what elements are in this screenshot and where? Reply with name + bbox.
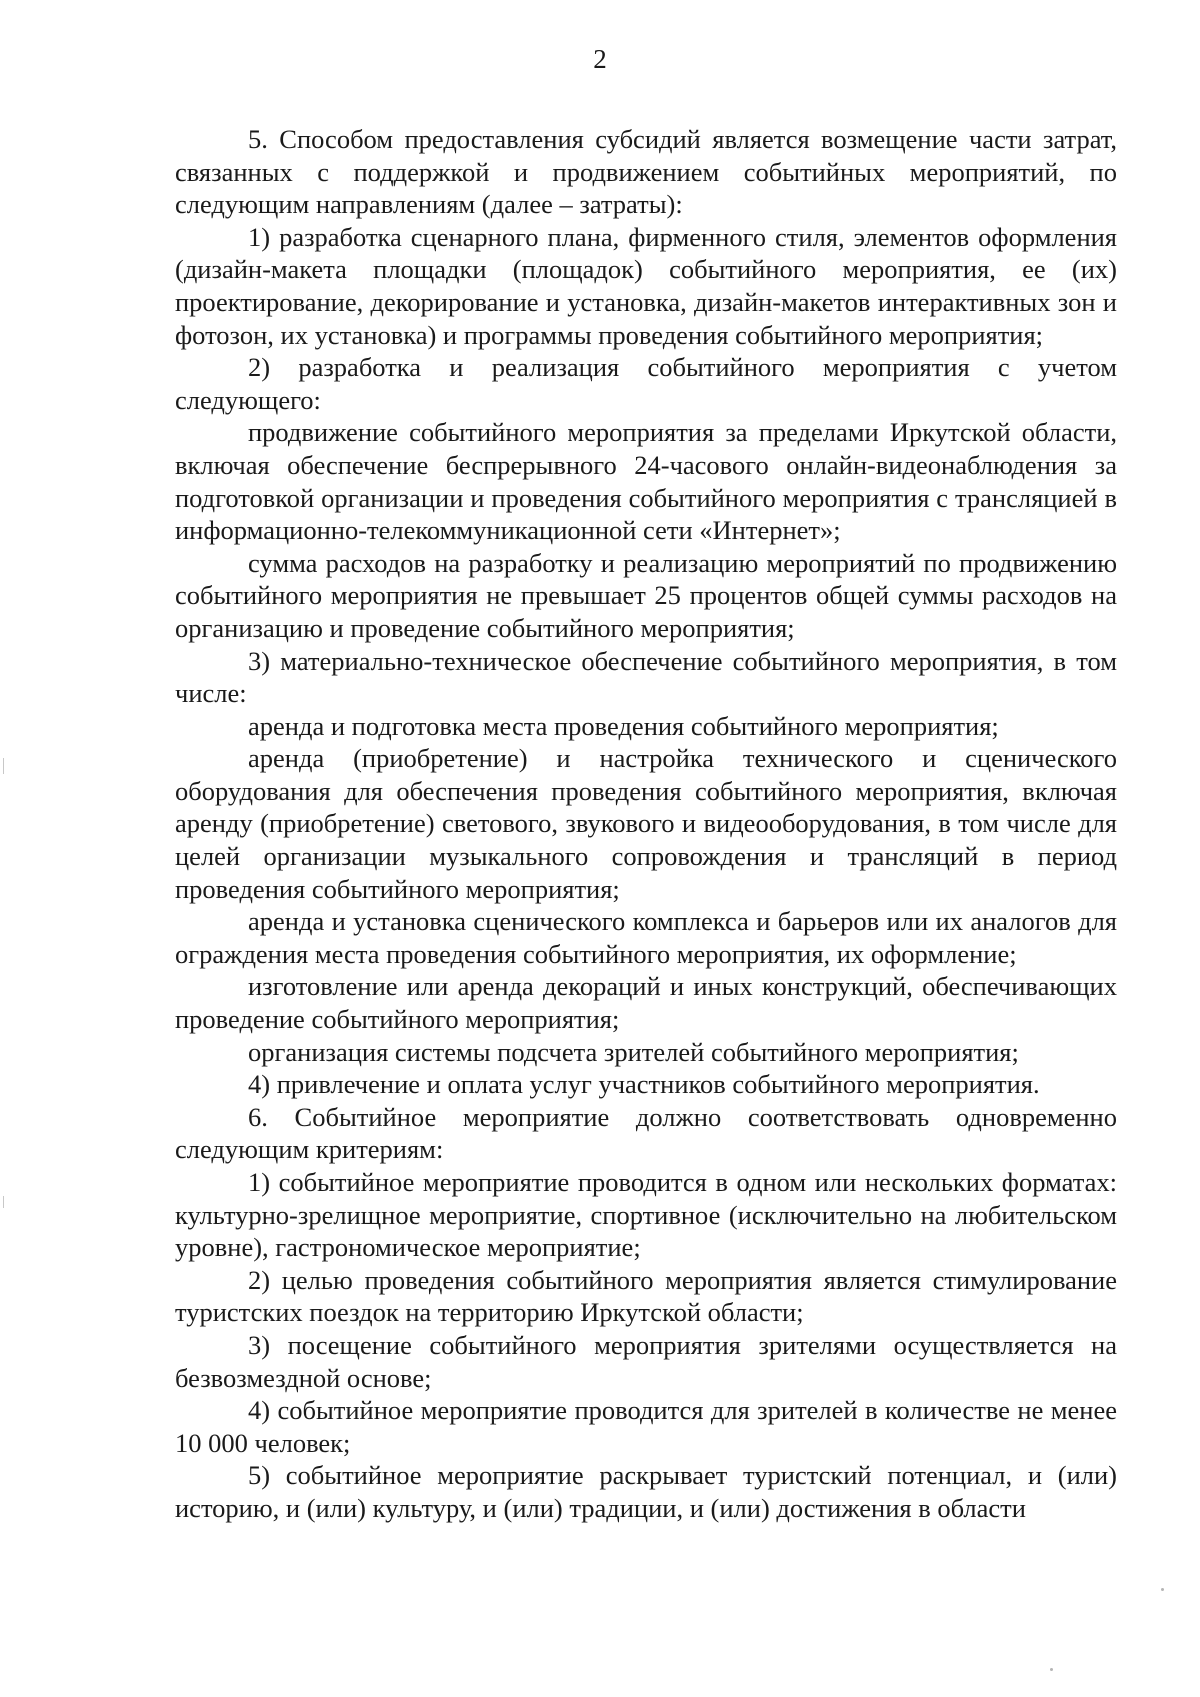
paragraph-spectator-count: организация системы подсчета зрителей событийного мероприятия; <box>248 1036 1019 1067</box>
paragraph-decorations: изготовление или аренда декораций и иных конструкций, обеспечивающих проведение событийного мероприятия; <box>175 971 1117 1035</box>
scan-dust-mark <box>1161 1588 1164 1591</box>
paragraph-stage-barriers: аренда и установка сценического комплекса и барьеров или их аналогов для ограждения места проведения событийного мероприятия, их оформление; <box>175 906 1117 969</box>
paragraph-criterion-3: 3) посещение событийного мероприятия зрителями осуществляется на безвозмездной основе; <box>175 1329 1117 1393</box>
scan-edge-mark <box>3 758 4 774</box>
paragraph-clause-6: 6. Событийное мероприятие должно соответствовать одновременно следующим критериям: <box>175 1101 1117 1165</box>
paragraph-criterion-1: 1) событийное мероприятие проводится в одном или нескольких форматах: культурно-зрелищное мероприятие, спортивное (исключительно на любительском уровне), гастрономическое мероприятие; <box>175 1167 1117 1263</box>
paragraph-criterion-5: 5) событийное мероприятие раскрывает туристский потенциал, и (или) историю, и (или) культуру, и (или) традиции, и (или) достижения в области <box>175 1460 1117 1523</box>
document-body <box>175 123 1117 1525</box>
paragraph-item-1: 1) разработка сценарного плана, фирменного стиля, элементов оформления (дизайн-макета площадки (площадок) событийного мероприятия, ее (их) проектирование, декорирование и установка, дизайн-макетов интерактивных зон и фотозон, их установка) и программы проведения событийного мероприятия; <box>175 221 1117 350</box>
scan-dust-mark <box>1050 1668 1053 1671</box>
paragraph-venue-rental: аренда и подготовка места проведения событийного мероприятия; <box>248 710 999 741</box>
paragraph-equipment-rental: аренда (приобретение) и настройка технического и сценического оборудования для обеспечения проведения событийного мероприятия, включая аренду (приобретение) светового, звукового и видеооборудования, в том числе для целей организации музыкального сопровождения и трансляций в период проведения событийного мероприятия; <box>175 743 1117 904</box>
paragraph-criterion-4: 4) событийное мероприятие проводится для зрителей в количестве не менее 10 000 человек; <box>175 1395 1117 1458</box>
paragraph-item-2: 2) разработка и реализация событийного мероприятия с учетом следующего: <box>175 352 1117 415</box>
page-number: 2 <box>593 44 607 74</box>
paragraph-promotion: продвижение событийного мероприятия за пределами Иркутской области, включая обеспечение беспрерывного 24-часового онлайн-видеонаблюдения за подготовкой организации и проведения событийного мероприятия с трансляцией в информационно-телекоммуникационной сети «Интернет»; <box>175 417 1117 546</box>
paragraph-expenses-limit: сумма расходов на разработку и реализацию мероприятий по продвижению событийного мероприятия не превышает 25 процентов общей суммы расходов на организацию и проведение событийного мероприятия; <box>175 547 1117 643</box>
paragraph-criterion-2: 2) целью проведения событийного мероприятия является стимулирование туристских поездок на территорию Иркутской области; <box>175 1264 1117 1328</box>
paragraph-item-3: 3) материально-техническое обеспечение событийного мероприятия, в том числе: <box>175 645 1117 709</box>
paragraph-item-4: 4) привлечение и оплата услуг участников событийного мероприятия. <box>248 1069 1040 1100</box>
paragraph-clause-5: 5. Способом предоставления субсидий является возмещение части затрат, связанных с поддержкой и продвижением событийных мероприятий, по следующим направлениям (далее – затраты): <box>175 124 1117 220</box>
scan-edge-mark <box>3 1196 4 1208</box>
